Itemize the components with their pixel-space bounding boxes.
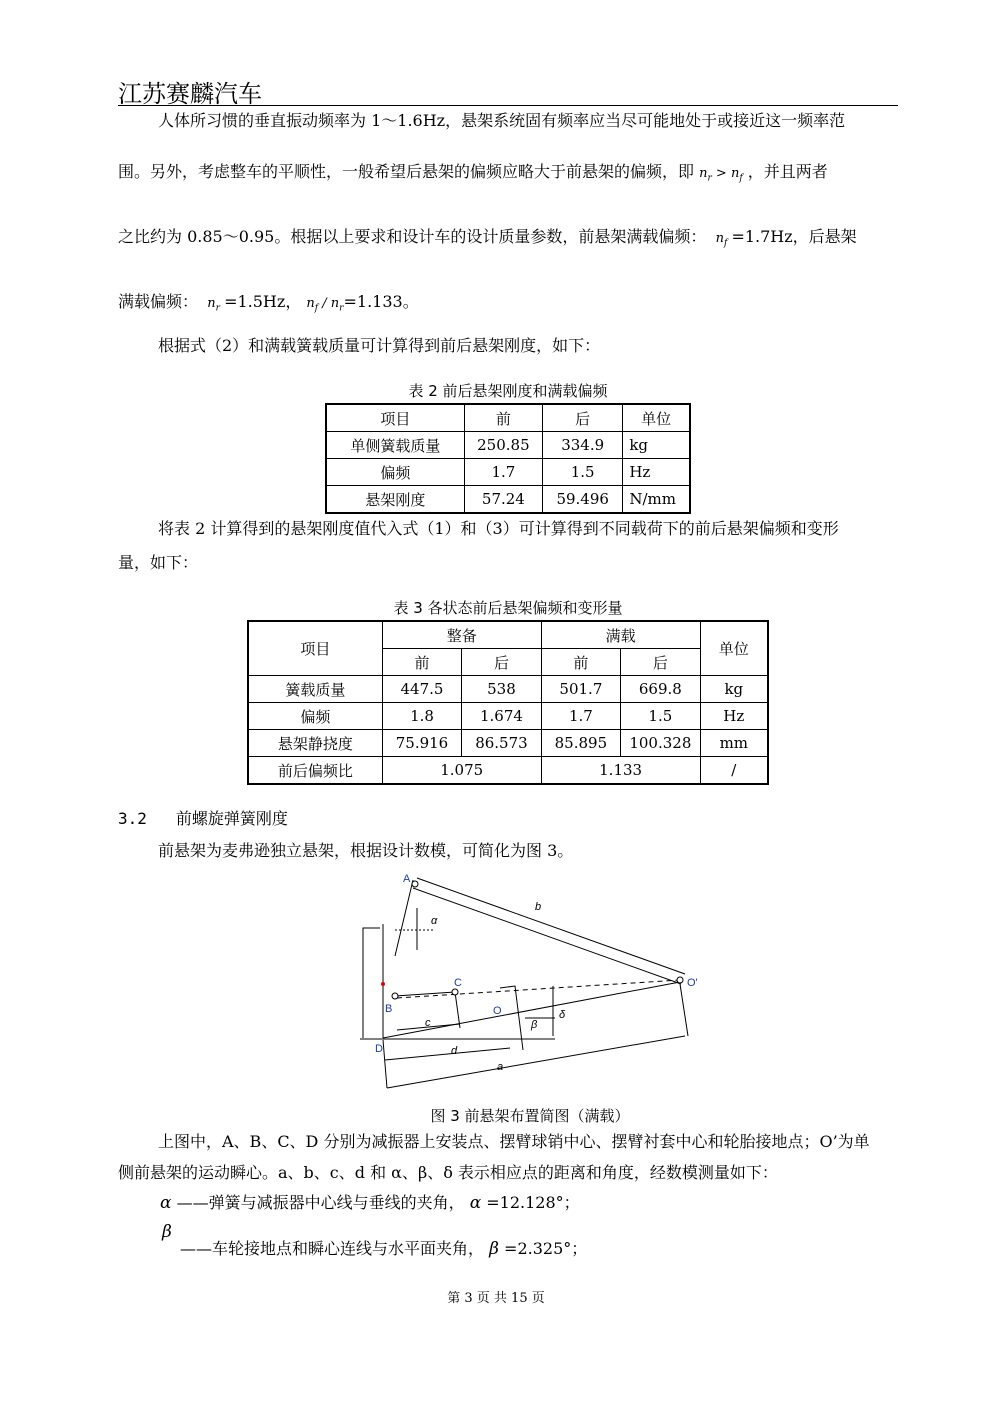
b-dimension-line-2 [413, 888, 681, 984]
table-header-cell: 单位 [623, 404, 690, 432]
paragraph-1-line-4-mid: =1.5Hz， [224, 292, 302, 311]
table-header-cell: 整备 [382, 621, 541, 649]
table-2 [325, 403, 691, 514]
alpha-symbol-inline: α [469, 1193, 482, 1213]
point-a-marker [412, 881, 418, 887]
paragraph-5-line-2: 侧前悬架的运动瞬心。a、b、c、d 和 α、β、δ 表示相应点的距离和角度，经数模测量如下： [118, 1163, 778, 1182]
table-cell: 偏频 [248, 703, 382, 730]
table-cell: 偏频 [326, 459, 464, 486]
definition-beta [180, 1241, 587, 1257]
table-cell: 538 [462, 676, 541, 703]
label-o-prime: O' [687, 977, 698, 989]
paragraph-1-line-3-tail: =1.7Hz，后悬架 [731, 227, 857, 246]
lower-arm-line [395, 992, 455, 996]
table-cell: 前后偏频比 [248, 757, 382, 785]
table-cell: 悬架静挠度 [248, 730, 382, 757]
table-row [248, 730, 768, 757]
label-c: C [454, 977, 462, 989]
paragraph-3-line-2: 量，如下： [118, 553, 199, 572]
table-cell: 501.7 [541, 676, 620, 703]
formula-nf: $n_f$ [711, 231, 728, 249]
table-cell: Hz [623, 459, 690, 486]
table-cell: mm [700, 730, 768, 757]
paragraph-2: 根据式（2）和满载簧载质量可计算得到前后悬架刚度，如下： [158, 336, 601, 355]
header-rule [118, 105, 898, 106]
table-cell: 75.916 [382, 730, 461, 757]
table-header-cell: 项目 [248, 621, 382, 676]
table-cell: 86.573 [462, 730, 541, 757]
figure-3-diagram [355, 868, 705, 1098]
label-o: O [493, 1005, 502, 1017]
paragraph-1-line-3 [118, 229, 857, 252]
table-cell: 85.895 [541, 730, 620, 757]
c-extension-line [455, 992, 460, 1028]
paragraph-1-line-4-text: 满载偏频： [118, 292, 199, 311]
paragraph-1-line-2-text: 围。另外，考虑整车的平顺性，一般希望后悬架的偏频应略大于前悬架的偏频，即 [118, 162, 695, 181]
label-dim-d: d [451, 1045, 458, 1057]
a-extension-left [383, 1040, 387, 1088]
paragraph-5-line-1: 上图中，A、B、C、D 分别为减振器上安装点、摆臂球销中心、摆臂衬套中心和轮胎接地点；O’为单 [158, 1132, 870, 1151]
table-cell: 334.9 [543, 432, 623, 459]
point-b-marker [392, 993, 398, 999]
paragraph-1-line-2 [118, 164, 828, 187]
paragraph-1-line-4 [118, 294, 419, 317]
wheel-center-marker [381, 982, 385, 986]
section-number: 3.2 [118, 809, 147, 828]
table-cell: 1.7 [464, 459, 542, 486]
table-cell: 1.133 [541, 757, 700, 785]
label-beta: β [531, 1019, 538, 1031]
formula-nr-gt-nf: $n_r > n_f$ [699, 166, 743, 184]
paragraph-4: 前悬架为麦弗逊独立悬架，根据设计数模，可简化为图 3。 [158, 841, 574, 860]
paragraph-3-line-1: 将表 2 计算得到的悬架刚度值代入式（1）和（3）可计算得到不同载荷下的前后悬架偏频和变形 [158, 519, 839, 538]
paragraph-1-line-3-text: 之比约为 0.85～0.95。根据以上要求和设计车的设计质量参数，前悬架满载偏频： [118, 227, 707, 246]
table-2-caption: 表 2 前后悬架刚度和满载偏频 [408, 382, 608, 400]
figure-3-caption: 图 3 前悬架布置简图（满载） [430, 1107, 630, 1125]
beta-symbol-inline: β [489, 1239, 499, 1259]
alpha-value: =12.128°； [486, 1193, 580, 1212]
label-dim-b: b [535, 901, 542, 913]
label-d: D [375, 1043, 383, 1055]
table-cell: 1.5 [543, 459, 623, 486]
table-row [326, 404, 690, 432]
table-3 [247, 620, 769, 785]
beta-value: =2.325°； [504, 1239, 588, 1258]
section-title: 前螺旋弹簧刚度 [175, 809, 288, 828]
table-header-cell: 项目 [326, 404, 464, 432]
table-cell: 簧载质量 [248, 676, 382, 703]
definition-alpha [160, 1195, 580, 1211]
table-cell: 59.496 [543, 486, 623, 514]
table-cell: 250.85 [464, 432, 542, 459]
alpha-symbol: α [160, 1193, 172, 1213]
o-bracket-line [500, 986, 523, 1050]
table-row [326, 432, 690, 459]
table-header-cell: 单位 [700, 621, 768, 676]
formula-nf-over-nr: $n_f / n_r$ [306, 296, 344, 314]
table-header-cell: 后 [621, 649, 700, 676]
formula-nr: $n_r$ [203, 296, 220, 314]
table-row [326, 486, 690, 514]
table-cell: 悬架刚度 [326, 486, 464, 514]
table-row [248, 676, 768, 703]
table-cell: N/mm [623, 486, 690, 514]
table-cell: 1.5 [621, 703, 700, 730]
table-row [248, 621, 768, 649]
a-extension-line [680, 984, 688, 1036]
table-cell: 1.674 [462, 703, 541, 730]
label-dim-c: c [425, 1017, 431, 1029]
beta-symbol: β [162, 1222, 172, 1242]
table-cell: kg [700, 676, 768, 703]
table-row [248, 757, 768, 785]
alpha-description: ——弹簧与减振器中心线与垂线的夹角， [176, 1193, 465, 1212]
b-dimension-line-1 [417, 878, 685, 974]
point-o-prime-marker [677, 977, 683, 983]
label-alpha: α [431, 915, 438, 927]
wheel-outline-line [363, 928, 380, 1038]
table-header-cell: 前 [382, 649, 461, 676]
section-heading [118, 806, 288, 829]
table-cell: 57.24 [464, 486, 542, 514]
paragraph-1-line-4-tail: =1.133。 [343, 292, 419, 311]
paragraph-1-line-1: 人体所习惯的垂直振动频率为 1～1.6Hz，悬架系统固有频率应当尽可能地处于或接近这一频率范 [158, 111, 846, 130]
table-cell: 1.8 [382, 703, 461, 730]
table-header-cell: 满载 [541, 621, 700, 649]
beta-description: ——车轮接地点和瞬心连线与水平面夹角， [180, 1239, 485, 1258]
table-cell: 447.5 [382, 676, 461, 703]
table-header-cell: 后 [462, 649, 541, 676]
table-cell: 1.7 [541, 703, 620, 730]
label-delta: δ [559, 1009, 566, 1021]
table-cell: 1.075 [382, 757, 541, 785]
a-dimension-line [387, 1036, 685, 1088]
table-cell: / [700, 757, 768, 785]
table-cell: 669.8 [621, 676, 700, 703]
strut-line [395, 880, 413, 956]
table-header-cell: 前 [464, 404, 542, 432]
table-header-cell: 后 [543, 404, 623, 432]
table-3-caption: 表 3 各状态前后悬架偏频和变形量 [393, 599, 623, 617]
label-b: B [385, 1003, 393, 1015]
table-cell: 100.328 [621, 730, 700, 757]
table-cell: Hz [700, 703, 768, 730]
table-cell: 单侧簧载质量 [326, 432, 464, 459]
label-a: A [403, 873, 411, 885]
point-c-marker [452, 989, 458, 995]
instant-center-line [397, 980, 680, 998]
label-dim-a: a [497, 1061, 504, 1073]
header-title: 江苏赛麟汽车 [118, 80, 262, 108]
table-cell: kg [623, 432, 690, 459]
page-footer: 第 3 页 共 15 页 [447, 1291, 545, 1306]
table-row [326, 459, 690, 486]
table-row [248, 703, 768, 730]
d-dimension-line [385, 1048, 510, 1060]
table-header-cell: 前 [541, 649, 620, 676]
paragraph-1-line-2-tail: ，并且两者 [747, 162, 828, 181]
